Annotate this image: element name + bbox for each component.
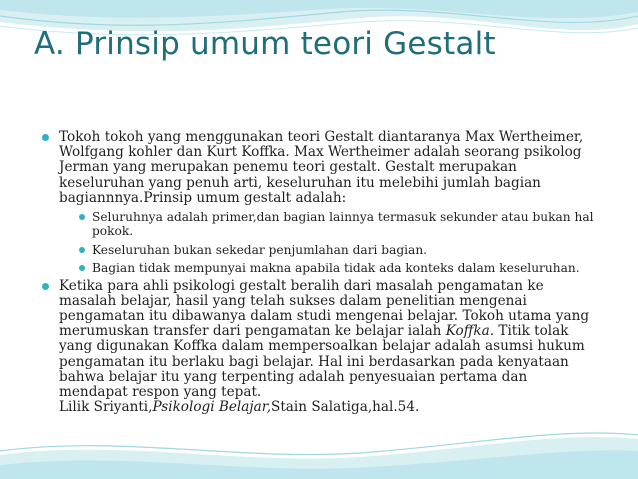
sub-bullet-item: Keseluruhan bukan sekedar penjumlahan dari bagian. bbox=[77, 243, 600, 257]
sub-list bbox=[77, 210, 600, 276]
sub-bullet-item: Bagian tidak mempunyai makna apabila tidak ada konteks dalam keseluruhan. bbox=[77, 261, 600, 275]
citation-author: Lilik Sriyanti, bbox=[59, 399, 153, 416]
bullet-item bbox=[40, 130, 600, 276]
citation bbox=[59, 400, 600, 415]
bullet-text: Tokoh tokoh yang menggunakan teori Gestalt diantaranya Max Wertheimer, Wolfgang kohler dan Kurt Koffka. Max Wertheimer adalah seorang psikolog Jerman yang merupakan penemu teori gestalt. Gestalt merupakan keseluruhan yang penuh arti, keseluruhan itu melebihi jumlah bagian bagiannnya.Prinsip umum gestalt adalah: bbox=[59, 129, 584, 206]
italic-name: Koffka. bbox=[445, 323, 495, 340]
bullet-text-part2: Titik tolak yang digunakan Koffka dalam mempersoalkan belajar adalah asumsi hukum pengamatan itu berlaku bagi belajar. Hal ini berdasarkan pada kenyataan bahwa belajar itu yang terpenting adalah penyesuaian pertama dan mendapat respon yang tepat. bbox=[59, 323, 585, 401]
slide-body bbox=[40, 130, 600, 415]
slide-title: A. Prinsip umum teori Gestalt bbox=[34, 26, 496, 62]
bottom-wave-decoration bbox=[0, 425, 638, 479]
sub-bullet-item: Seluruhnya adalah primer,dan bagian lainnya termasuk sekunder atau bukan hal pokok. bbox=[77, 210, 600, 239]
bullet-text-part1: Ketika para ahli psikologi gestalt beralih dari masalah pengamatan ke masalah belajar, hasil yang telah sukses dalam penelitian mengenai pengamatan itu dibawanya dalam studi mengenai belajar. Tokoh utama yang merumuskan transfer dari pengamatan ke belajar ialah bbox=[59, 277, 590, 340]
citation-title: Psikologi Belajar, bbox=[152, 399, 272, 416]
citation-rest: Stain Salatiga,hal.54. bbox=[271, 399, 420, 416]
bullet-item bbox=[40, 279, 600, 416]
